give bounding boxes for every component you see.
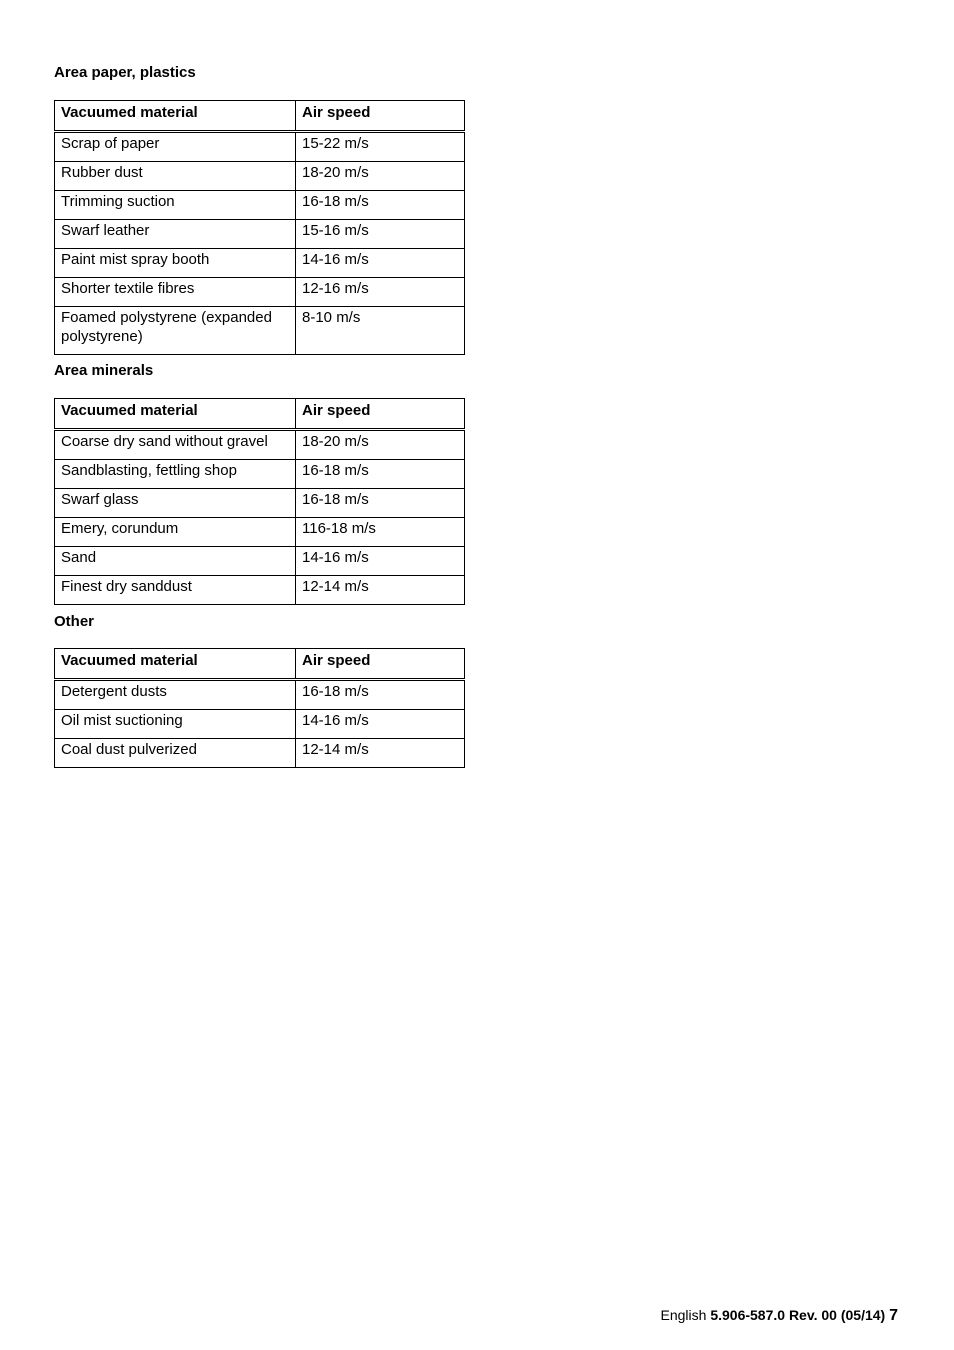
air-speed-table [54, 648, 465, 768]
air-speed-cell: 16-18 m/s [296, 191, 465, 220]
air-speed-cell: 16-18 m/s [296, 489, 465, 518]
material-cell: Foamed polystyrene (expanded polystyrene) [55, 307, 296, 355]
header-material: Vacuumed material [55, 649, 296, 680]
air-speed-cell: 14-16 m/s [296, 547, 465, 576]
air-speed-cell: 12-16 m/s [296, 278, 465, 307]
air-speed-cell: 116-18 m/s [296, 518, 465, 547]
air-speed-cell: 8-10 m/s [296, 307, 465, 355]
material-cell: Finest dry sanddust [55, 576, 296, 605]
table-header-row [55, 649, 465, 680]
material-cell: Shorter textile fibres [55, 278, 296, 307]
table-row [55, 249, 465, 278]
air-speed-cell: 16-18 m/s [296, 680, 465, 710]
table-row [55, 307, 465, 355]
table-row [55, 576, 465, 605]
table-row [55, 278, 465, 307]
table-header-row [55, 399, 465, 430]
header-air-speed: Air speed [296, 101, 465, 132]
air-speed-cell: 18-20 m/s [296, 430, 465, 460]
table-header-row [55, 101, 465, 132]
header-material: Vacuumed material [55, 399, 296, 430]
footer-language: English [660, 1307, 707, 1323]
air-speed-cell: 12-14 m/s [296, 739, 465, 768]
section-paper-plastics [54, 64, 464, 355]
air-speed-cell: 14-16 m/s [296, 249, 465, 278]
material-cell: Detergent dusts [55, 680, 296, 710]
table-row [55, 489, 465, 518]
material-cell: Paint mist spray booth [55, 249, 296, 278]
air-speed-cell: 16-18 m/s [296, 460, 465, 489]
material-cell: Emery, corundum [55, 518, 296, 547]
material-cell: Rubber dust [55, 162, 296, 191]
material-cell: Coarse dry sand without gravel [55, 430, 296, 460]
air-speed-cell: 15-16 m/s [296, 220, 465, 249]
table-row [55, 132, 465, 162]
material-cell: Swarf glass [55, 489, 296, 518]
material-cell: Scrap of paper [55, 132, 296, 162]
table-row [55, 430, 465, 460]
material-cell: Trimming suction [55, 191, 296, 220]
air-speed-table [54, 100, 465, 355]
material-cell: Oil mist suctioning [55, 710, 296, 739]
material-cell: Swarf leather [55, 220, 296, 249]
page-number: 7 [889, 1307, 898, 1324]
material-cell: Sandblasting, fettling shop [55, 460, 296, 489]
table-row [55, 739, 465, 768]
table-row [55, 191, 465, 220]
air-speed-cell: 14-16 m/s [296, 710, 465, 739]
table-row [55, 162, 465, 191]
table-row [55, 710, 465, 739]
air-speed-table [54, 398, 465, 605]
section-title: Area paper, plastics [54, 64, 196, 81]
header-material: Vacuumed material [55, 101, 296, 132]
air-speed-cell: 15-22 m/s [296, 132, 465, 162]
material-cell: Sand [55, 547, 296, 576]
table-row [55, 460, 465, 489]
material-cell: Coal dust pulverized [55, 739, 296, 768]
table-row [55, 547, 465, 576]
air-speed-cell: 12-14 m/s [296, 576, 465, 605]
air-speed-cell: 18-20 m/s [296, 162, 465, 191]
header-air-speed: Air speed [296, 649, 465, 680]
section-title: Area minerals [54, 362, 154, 379]
table-row [55, 220, 465, 249]
footer-doc-number: 5.906-587.0 Rev. 00 (05/14) [710, 1307, 886, 1323]
section-title: Other [54, 613, 95, 630]
page-footer [661, 1306, 898, 1325]
section-other [54, 613, 464, 768]
section-minerals [54, 362, 464, 605]
table-row [55, 680, 465, 710]
header-air-speed: Air speed [296, 399, 465, 430]
table-row [55, 518, 465, 547]
